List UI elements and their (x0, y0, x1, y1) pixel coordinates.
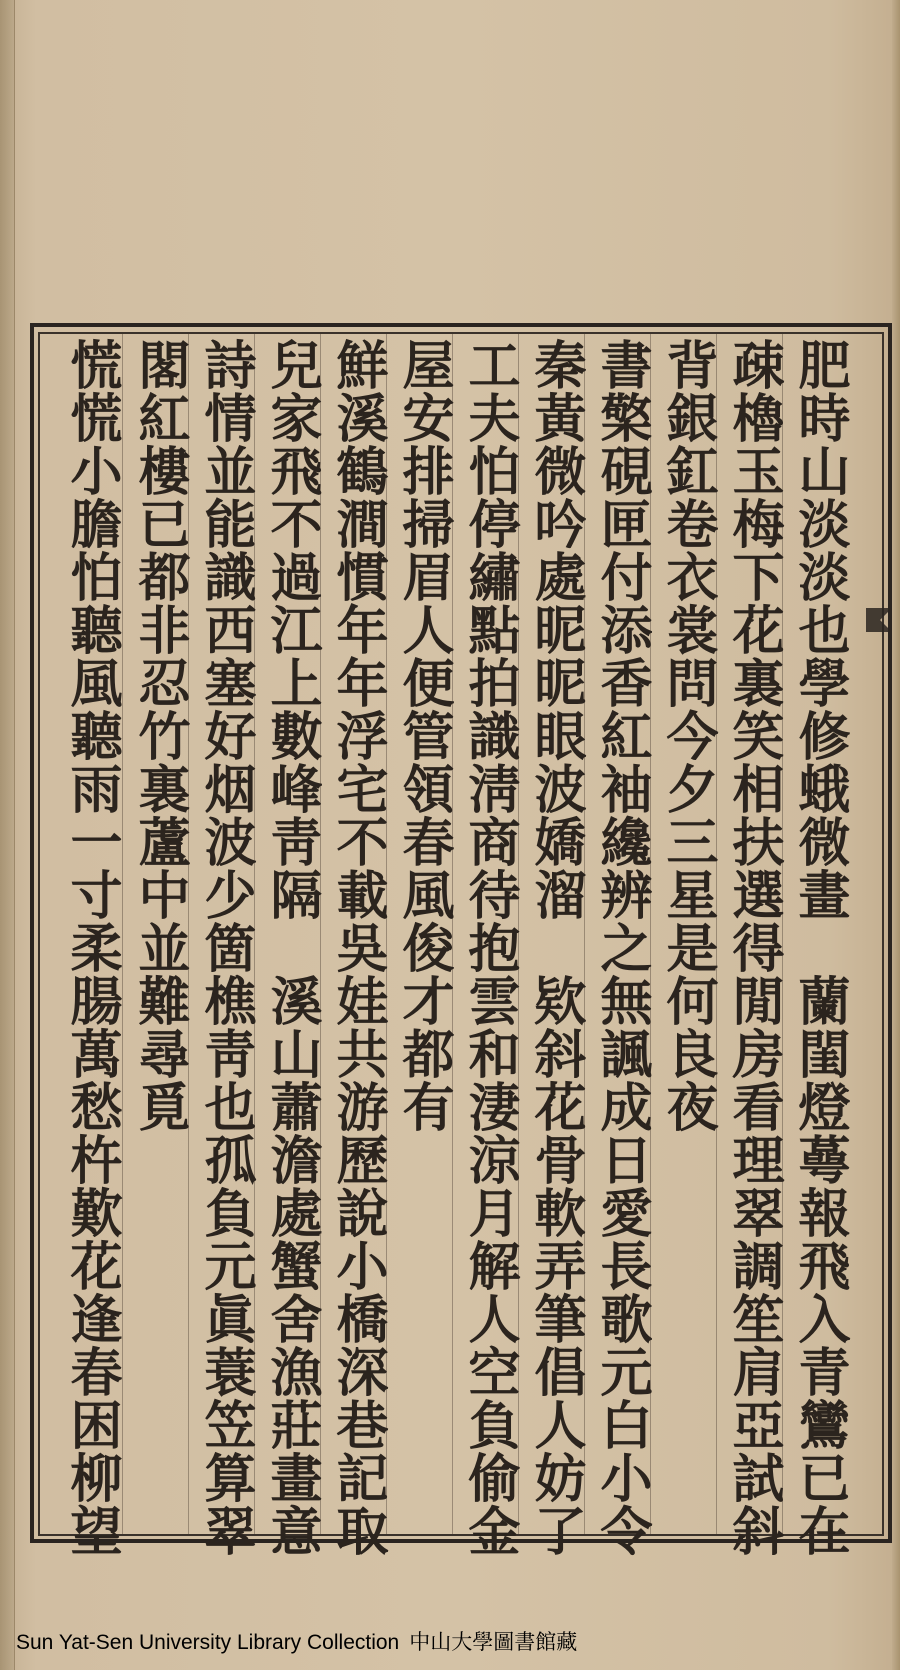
text-column-5: 秦黃微吟處昵昵眼波嬌溜 欵斜花骨軟弄筆倡人妨了 (525, 338, 586, 1557)
page-binding-edge (0, 0, 15, 1670)
text-column-9: 兒家飛不過江上數峰靑隔 溪山蕭澹處蟹舍漁莊畫意 (261, 338, 322, 1557)
text-column-7: 屋安排掃眉人便管領春風俊才都有 (393, 338, 454, 1133)
text-column-3: 背銀釭卷衣裳問今夕三星是何良夜 (657, 338, 718, 1133)
text-column-1: 肥時山淡淡也學修蛾微畫 蘭閨燈蕚報飛入青鸞已在 (789, 338, 850, 1557)
collection-watermark (16, 1626, 577, 1656)
text-column-12: 慌慌小膽怕聽風聽雨一寸柔腸萬愁杵歎花逢春困柳望 (61, 338, 122, 1557)
collection-label-zh: 中山大學圖書館藏 (409, 1630, 578, 1654)
text-column-2: 疎櫓玉梅下花裏笑相扶選得閒房看理翠調笙肩亞試斜 (723, 338, 784, 1557)
text-column-6: 工夫怕停繡點拍識淸商待抱雲和淒涼月解人空負偷金 (459, 338, 520, 1557)
collection-label-en: Sun Yat-Sen University Library Collection (16, 1631, 400, 1654)
text-column-10: 詩情並能識西塞好烟波少箇樵靑也孤負元眞蓑笠算翠 (195, 338, 256, 1557)
text-column-4: 書檠硯匣付添香紅袖纔辨之無諷成日愛長歌元白小令 (591, 338, 652, 1557)
text-column-8: 鮮溪鶴澗慣年年浮宅不載吳娃共游歷說小橋深巷記取 (327, 338, 388, 1557)
text-column-11: 閣紅樓已都非忍竹裏蘆中並難尋覓 (129, 338, 190, 1133)
page-right-edge (892, 0, 900, 1670)
fishtail-mark-icon (866, 600, 892, 640)
